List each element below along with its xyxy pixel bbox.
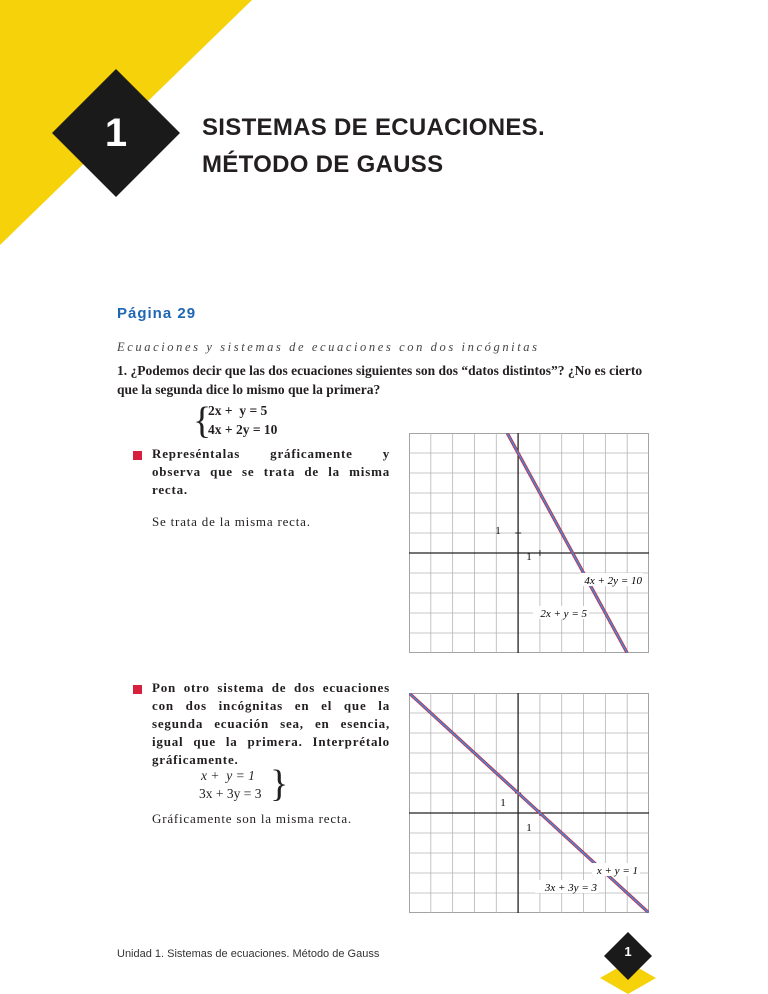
bullet-icon — [133, 451, 142, 460]
graph2-label-b: 3x + 3y = 3 — [544, 882, 597, 894]
item1-answer: Se trata de la misma recta. — [152, 514, 311, 529]
system2-eq1: x + y = 1 — [201, 768, 255, 783]
graph1 — [409, 433, 649, 653]
graph2-tick-x: 1 — [526, 822, 532, 834]
section-heading: Ecuaciones y sistemas de ecuaciones con dos incógnitas — [117, 340, 540, 354]
page-label: Página 29 — [117, 305, 197, 322]
system-brace-right: } — [270, 763, 289, 805]
graph1-tick-y: 1 — [495, 525, 501, 537]
graph1-label-b: 2x + y = 5 — [540, 608, 587, 620]
footer-text: Unidad 1. Sistemas de ecuaciones. Método de Gauss — [117, 948, 380, 960]
graph2 — [409, 693, 649, 913]
page-badge — [600, 932, 656, 994]
system1-eq2: 4x + 2y = 10 — [208, 422, 278, 437]
series-line-2 — [507, 433, 627, 653]
item1-prompt: Represéntalas gráficamente y observa que se trata de la misma recta. — [152, 446, 390, 497]
graph2-tick-y: 1 — [500, 797, 506, 809]
graph2-lines — [409, 693, 649, 913]
page-number: 1 — [624, 944, 632, 959]
system2-eq2: 3x + 3y = 3 — [199, 786, 262, 801]
system-brace-left: { — [193, 400, 212, 442]
system1-eq1: 2x + y = 5 — [208, 403, 268, 418]
chapter-number: 1 — [104, 111, 128, 155]
bullet-icon — [133, 685, 142, 694]
graph1-label-a: 4x + 2y = 10 — [584, 575, 642, 587]
graph1-tick-x: 1 — [526, 551, 532, 563]
graph1-grid — [409, 433, 649, 653]
chapter-title-line1: SISTEMAS DE ECUACIONES. — [202, 114, 545, 141]
graph2-label-a: x + y = 1 — [596, 865, 638, 877]
item2-prompt: Pon otro sistema de dos ecuaciones con dos incógnitas en el que la segunda ecuación sea, en esencia, igual que la primera. Interprétalo gráficamente. — [152, 680, 390, 767]
series-line-2 — [409, 693, 649, 913]
grid-border — [410, 434, 649, 653]
item2-answer: Gráficamente son la misma recta. — [152, 811, 352, 826]
chapter-title-line2: MÉTODO DE GAUSS — [202, 151, 444, 178]
graph1-lines — [507, 433, 627, 653]
question-1-text: 1. ¿Podemos decir que las dos ecuaciones siguientes son dos “datos distintos”? ¿No es cierto que la segunda dice lo mismo que la primera? — [117, 363, 643, 397]
graph1-axes — [409, 433, 649, 653]
